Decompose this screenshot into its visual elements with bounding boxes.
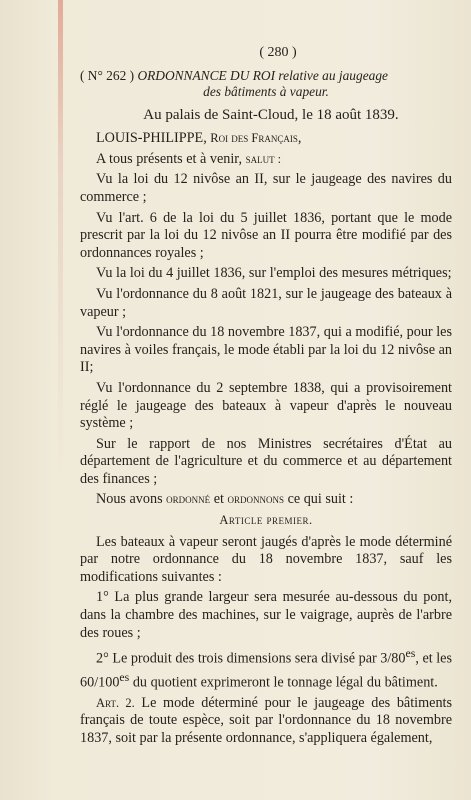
greeting: [80, 151, 452, 169]
vu-paragraph-5: Vu l'ordonnance du 18 novembre 1837, qui a modifié, pour les navires à voiles français, le mode établi par la loi du 12 nivôse an II;: [80, 324, 452, 376]
vu-paragraph-3: Vu la loi du 4 juillet 1836, sur l'emploi des mesures métriques;: [96, 265, 452, 282]
greeting-salut: salut :: [245, 151, 282, 166]
article1-paragraph: Les bateaux à vapeur seront jaugés d'après le mode déterminé par notre ordonnance du 18 novembre 1837, sauf les modifications suivantes :: [80, 533, 452, 585]
king-name: LOUIS-PHILIPPE: [96, 130, 204, 147]
dateline: Au palais de Saint-Cloud, le 18 août 1839.: [143, 106, 399, 123]
king-line: LOUIS-PHILIPPE, Roi des Français,: [96, 130, 302, 147]
vu-paragraph-6: Vu l'ordonnance du 2 septembre 1838, qui a provisoirement réglé le jaugeage des bateaux à vapeur d'après le nouveau système ;: [80, 379, 452, 432]
article-title: Article premier.: [219, 513, 313, 528]
article1-item-2: 2° Le produit des trois dimensions sera divisé par $3/80^{es}$, et les $60/100^{es}$ du quotient exprimeront le tonnage légal du bâtiment.: [80, 646, 453, 691]
page-number: ( 280 ): [259, 45, 297, 60]
king-title: Roi des Français: [210, 131, 298, 146]
ordinance-heading: [80, 68, 452, 100]
article2-paragraph: Art. 2. Le mode déterminé pour le jaugeage des bâtiments français de toute espèce, soit par l'ordonnance du 18 novembre 1837, soit par la présente ordonnance, s'appliquera également,: [80, 694, 452, 747]
article1-item-1: 1° La plus grande largeur sera mesurée au-dessous du pont, dans la chambre des machines, sur le vaigrage, auprès de l'arbre des roues ;: [80, 589, 452, 641]
vu-paragraph-1: Vu la loi du 12 nivôse an II, sur le jaugeage des navires du commerce ;: [80, 171, 452, 205]
decree-line: Nous avons ordonné et ordonnons ce qui suit :: [96, 491, 354, 508]
ordinance-title-line1: ORDONNANCE DU ROI relative au jaugeage: [137, 67, 388, 83]
page-edge-stain: [58, 0, 63, 800]
greeting-text: A tous présents et à venir,: [96, 150, 243, 167]
vu-paragraph-4: Vu l'ordonnance du 8 août 1821, sur le jaugeage des bateaux à vapeur ;: [80, 285, 452, 320]
ordinance-number: ( N° 262 ): [80, 67, 135, 83]
ordinance-title-line2: des bâtiments à vapeur.: [203, 83, 329, 99]
document-body: [80, 44, 452, 751]
vu-paragraph-2: Vu l'art. 6 de la loi du 5 juillet 1836, portant que le mode prescrit par la loi du 12 nivôse an II pourra être modifié par des ordonnances royales ;: [80, 209, 452, 261]
sur-le-rapport-paragraph: Sur le rapport de nos Ministres secrétaires d'État au département de l'agriculture et du commerce et au département des finances ;: [80, 435, 452, 487]
